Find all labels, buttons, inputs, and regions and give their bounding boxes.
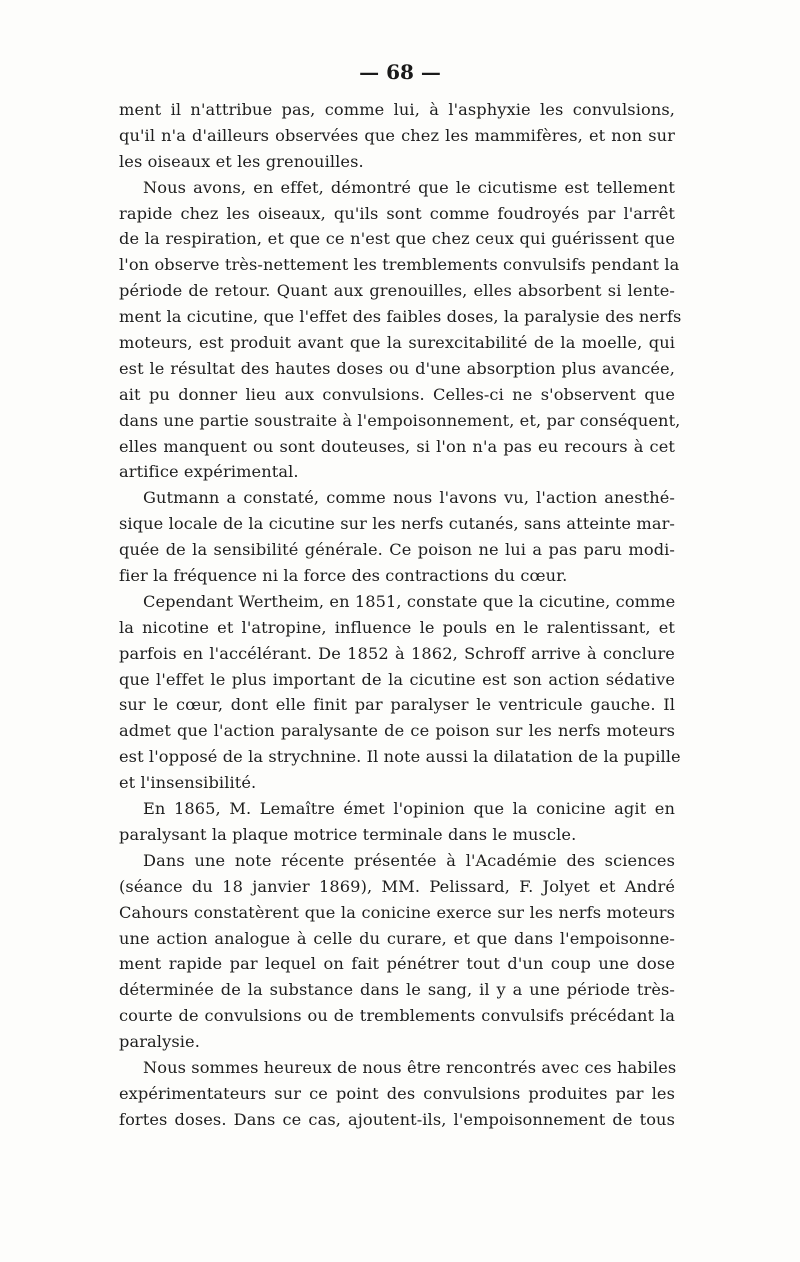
text-line: la nicotine et l'atropine, influence le pouls en le ralentissant, et [119, 617, 675, 637]
text-line: une action analogue à celle du curare, et que dans l'empoisonne- [119, 928, 675, 948]
text-line: Nous avons, en effet, démontré que le cicutisme est tellement [143, 177, 675, 197]
text-line: moteurs, est produit avant que la surexcitabilité de la moelle, qui [119, 333, 675, 353]
text-line: fier la fréquence ni la force des contractions du cœur. [119, 566, 568, 586]
text-line: ment rapide par lequel on fait pénétrer tout d'un coup une dose [119, 954, 675, 974]
text-line: qu'il n'a d'ailleurs observées que chez les mammifères, et non sur [119, 125, 675, 145]
text-line: sur le cœur, dont elle finit par paralyser le ventricule gauche. Il [119, 695, 675, 715]
text-line: et l'insensibilité. [119, 773, 257, 793]
text-line: (séance du 18 janvier 1869), MM. Pelissard, F. Jolyet et André [119, 876, 675, 896]
text-line: admet que l'action paralysante de ce poison sur les nerfs moteurs [119, 721, 675, 741]
text-line: de la respiration, et que ce n'est que chez ceux qui guérissent que [119, 229, 675, 249]
text-line: l'on observe très-nettement les tremblements convulsifs pendant la [119, 255, 680, 275]
text-line: ment la cicutine, que l'effet des faibles doses, la paralysie des nerfs [119, 307, 682, 327]
text-line: artifice expérimental. [119, 462, 299, 482]
text-line: les oiseaux et les grenouilles. [119, 151, 364, 171]
text-line: ment il n'attribue pas, comme lui, à l'asphyxie les convulsions, [119, 100, 675, 119]
text-line: paralysie. [119, 1032, 200, 1052]
text-line: paralysant la plaque motrice terminale dans le muscle. [119, 824, 577, 844]
text-line: parfois en l'accélérant. De 1852 à 1862, Schroff arrive à conclure [119, 643, 675, 663]
text-line: déterminée de la substance dans le sang, il y a une période très- [119, 980, 675, 1000]
text-line: que l'effet le plus important de la cicutine est son action sédative [119, 669, 675, 689]
text-line: courte de convulsions ou de tremblements convulsifs précédant la [119, 1006, 675, 1026]
text-line: Gutmann a constaté, comme nous l'avons vu, l'action anesthé- [143, 488, 675, 508]
body-text [119, 97, 682, 1133]
text-line: quée de la sensibilité générale. Ce poison ne lui a pas paru modi- [119, 540, 675, 560]
page-number: — 68 — [359, 60, 441, 84]
text-line: Cependant Wertheim, en 1851, constate que la cicutine, comme [143, 591, 676, 611]
text-line: ait pu donner lieu aux convulsions. Celles-ci ne s'observent que [119, 384, 675, 404]
text-line: est l'opposé de la strychnine. Il note aussi la dilatation de la pupille [119, 747, 681, 767]
text-line: dans une partie soustraite à l'empoisonnement, et, par conséquent, [119, 410, 681, 430]
text-line: Cahours constatèrent que la conicine exerce sur les nerfs moteurs [119, 902, 675, 922]
text-line: elles manquent ou sont douteuses, si l'on n'a pas eu recours à cet [119, 436, 675, 456]
text-line: fortes doses. Dans ce cas, ajoutent-ils, l'empoisonnement de tous [119, 1109, 675, 1129]
text-line: Dans une note récente présentée à l'Académie des sciences [143, 850, 675, 870]
text-line: sique locale de la cicutine sur les nerfs cutanés, sans atteinte mar- [119, 514, 675, 534]
text-line: est le résultat des hautes doses ou d'une absorption plus avancée, [119, 358, 675, 378]
text-line: rapide chez les oiseaux, qu'ils sont comme foudroyés par l'arrêt [119, 203, 675, 223]
text-line: période de retour. Quant aux grenouilles, elles absorbent si lente- [119, 281, 675, 301]
text-line: En 1865, M. Lemaître émet l'opinion que la conicine agit en [143, 799, 675, 819]
text-line: Nous sommes heureux de nous être rencontrés avec ces habiles [143, 1057, 677, 1077]
text-line: expérimentateurs sur ce point des convulsions produites par les [119, 1083, 675, 1103]
